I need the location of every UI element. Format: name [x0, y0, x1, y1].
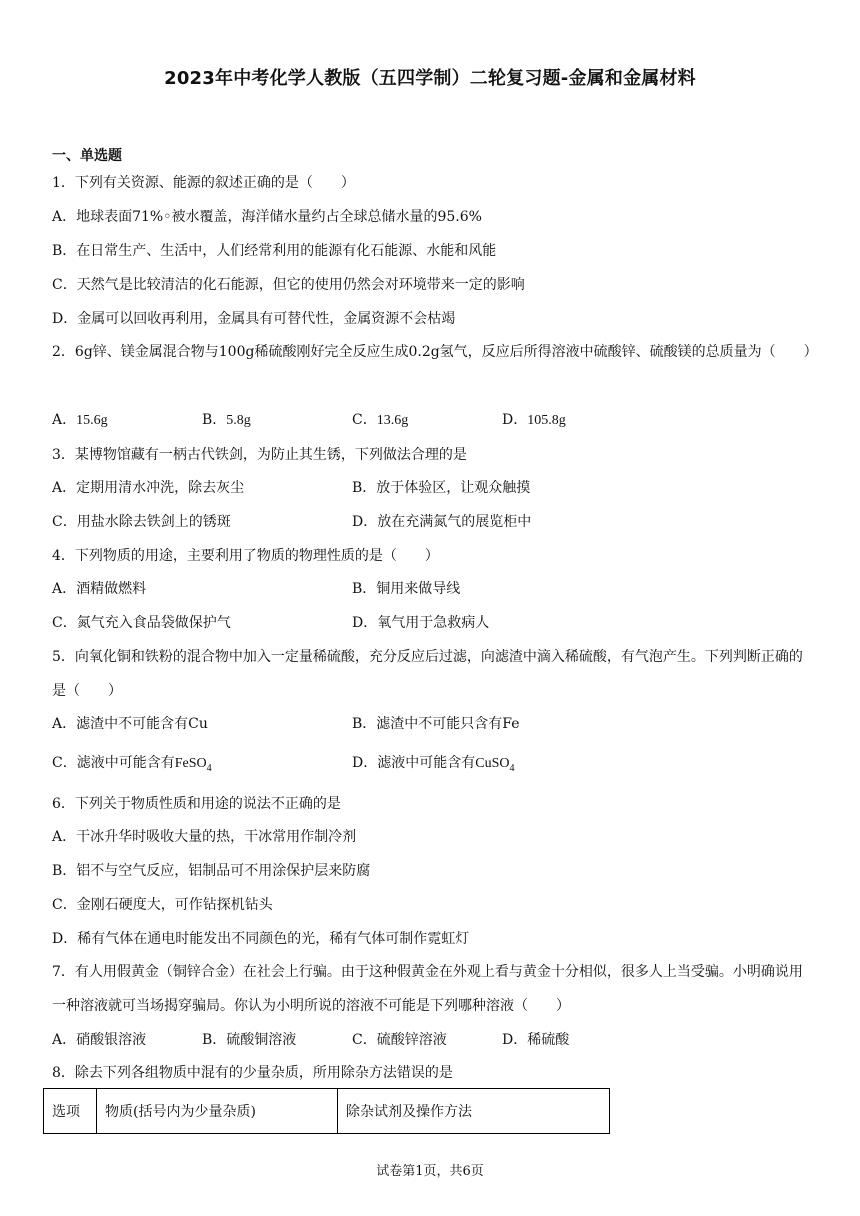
option-a-value: 15.6g: [76, 413, 108, 428]
question-2-option-d: [502, 411, 566, 430]
option-d-value: 105.8g: [527, 413, 566, 428]
question-2-stem: 2．6g锌、镁金属混合物与100g稀硫酸刚好完全反应生成0.2g氢气，反应后所得溶液中硫酸锌、硫酸镁的总质量为（ ）: [52, 344, 818, 360]
question-3-stem: 3．某博物馆藏有一柄古代铁剑，为防止其生锈，下列做法合理的是: [52, 447, 467, 463]
question-3-option-d: D．放在充满氮气的展览柜中: [352, 514, 532, 530]
question-2-option-b: [202, 411, 251, 430]
question-1-option-c: C．天然气是比较清洁的化石能源，但它的使用仍然会对环境带来一定的影响: [52, 277, 525, 293]
option-d-formula: CuSO: [475, 756, 510, 771]
question-5-option-d: [352, 754, 514, 778]
question-3-option-b: B．放于体验区，让观众触摸: [352, 480, 531, 496]
question-7-option-c: C．硫酸锌溶液: [352, 1032, 447, 1048]
question-4-option-a: A．酒精做燃料: [52, 581, 147, 597]
question-2-option-c: [352, 411, 408, 430]
question-5-stem: 5．向氧化铜和铁粉的混合物中加入一定量稀硫酸，充分反应后过滤，向滤渣中滴入稀硫酸，有气泡产生。下列判断正确的是（ ）: [52, 649, 803, 699]
option-b-value: 5.8g: [226, 413, 251, 428]
question-5-option-a: A．滤渣中不可能含有Cu: [52, 716, 208, 732]
question-3-option-c: C．用盐水除去铁剑上的锈斑: [52, 514, 231, 530]
question-8-table: [43, 1088, 610, 1134]
question-6-option-c: C．金刚石硬度大，可作钻探机钻头: [52, 897, 273, 913]
question-1-stem: 1．下列有关资源、能源的叙述正确的是（ ）: [52, 175, 355, 191]
question-4-option-c: C．氮气充入食品袋做保护气: [52, 615, 231, 631]
question-7-option-d: D．稀硫酸: [502, 1032, 570, 1048]
question-5-option-c: [52, 754, 212, 778]
option-c-label: C．: [352, 412, 377, 428]
question-8-stem: 8．除去下列各组物质中混有的少量杂质，所用除杂方法错误的是: [52, 1065, 453, 1081]
question-7-option-a: A．硝酸银溶液: [52, 1032, 147, 1048]
question-7-stem: 7．有人用假黄金（铜锌合金）在社会上行骗。由于这种假黄金在外观上看与黄金十分相似，很多人上当受骗。小明确说用一种溶液就可当场揭穿骗局。你认为小明所说的溶液不可能是下列哪种溶液（ ）: [52, 964, 803, 1014]
question-2-option-a: [52, 411, 108, 430]
question-1-option-d: D．金属可以回收再利用，金属具有可替代性，金属资源不会枯竭: [52, 311, 456, 327]
question-6-stem: 6．下列关于物质性质和用途的说法不正确的是: [52, 796, 341, 812]
question-4-option-b: B．铜用来做导线: [352, 581, 461, 597]
question-4-option-d: D．氧气用于急救病人: [352, 615, 490, 631]
question-3-option-a: A．定期用清水冲洗，除去灰尘: [52, 480, 245, 496]
option-c-formula: FeSO: [174, 756, 207, 771]
page-title: 2023年中考化学人教版（五四学制）二轮复习题-金属和金属材料: [164, 68, 696, 89]
question-6-option-d: D．稀有气体在通电时能发出不同颜色的光，稀有气体可制作霓虹灯: [52, 931, 470, 947]
question-5-option-b: B．滤渣中不可能只含有Fe: [352, 716, 520, 732]
option-b-label: B．: [202, 412, 227, 428]
table-header-cell: 物质(括号内为少量杂质): [97, 1089, 338, 1134]
question-1-option-a: A．地球表面71%◦被水覆盖，海洋储水量约占全球总储水量的95.6%: [52, 209, 482, 225]
option-d-text: D．滤液中可能含有: [352, 755, 476, 771]
option-c-value: 13.6g: [376, 413, 409, 428]
question-4-stem: 4．下列物质的用途，主要利用了物质的物理性质的是（ ）: [52, 548, 439, 564]
option-d-subscript: 4: [509, 762, 515, 774]
question-7-option-b: B．硫酸铜溶液: [202, 1032, 297, 1048]
option-a-label: A．: [52, 412, 77, 428]
question-6-option-a: A．干冰升华时吸收大量的热，干冰常用作制冷剂: [52, 829, 357, 845]
section-heading: 一、单选题: [52, 148, 122, 164]
option-d-label: D．: [502, 412, 528, 428]
option-c-text: C．滤液中可能含有: [52, 755, 175, 771]
option-c-subscript: 4: [206, 762, 212, 774]
page-footer: 试卷第1页，共6页: [376, 1164, 484, 1179]
question-6-option-b: B．铝不与空气反应，铝制品可不用涂保护层来防腐: [52, 863, 371, 879]
table-header-cell: 选项: [44, 1089, 97, 1134]
table-header-row: [44, 1089, 610, 1134]
table-header-cell: 除杂试剂及操作方法: [338, 1089, 610, 1134]
question-1-option-b: B．在日常生产、生活中，人们经常利用的能源有化石能源、水能和风能: [52, 243, 497, 259]
